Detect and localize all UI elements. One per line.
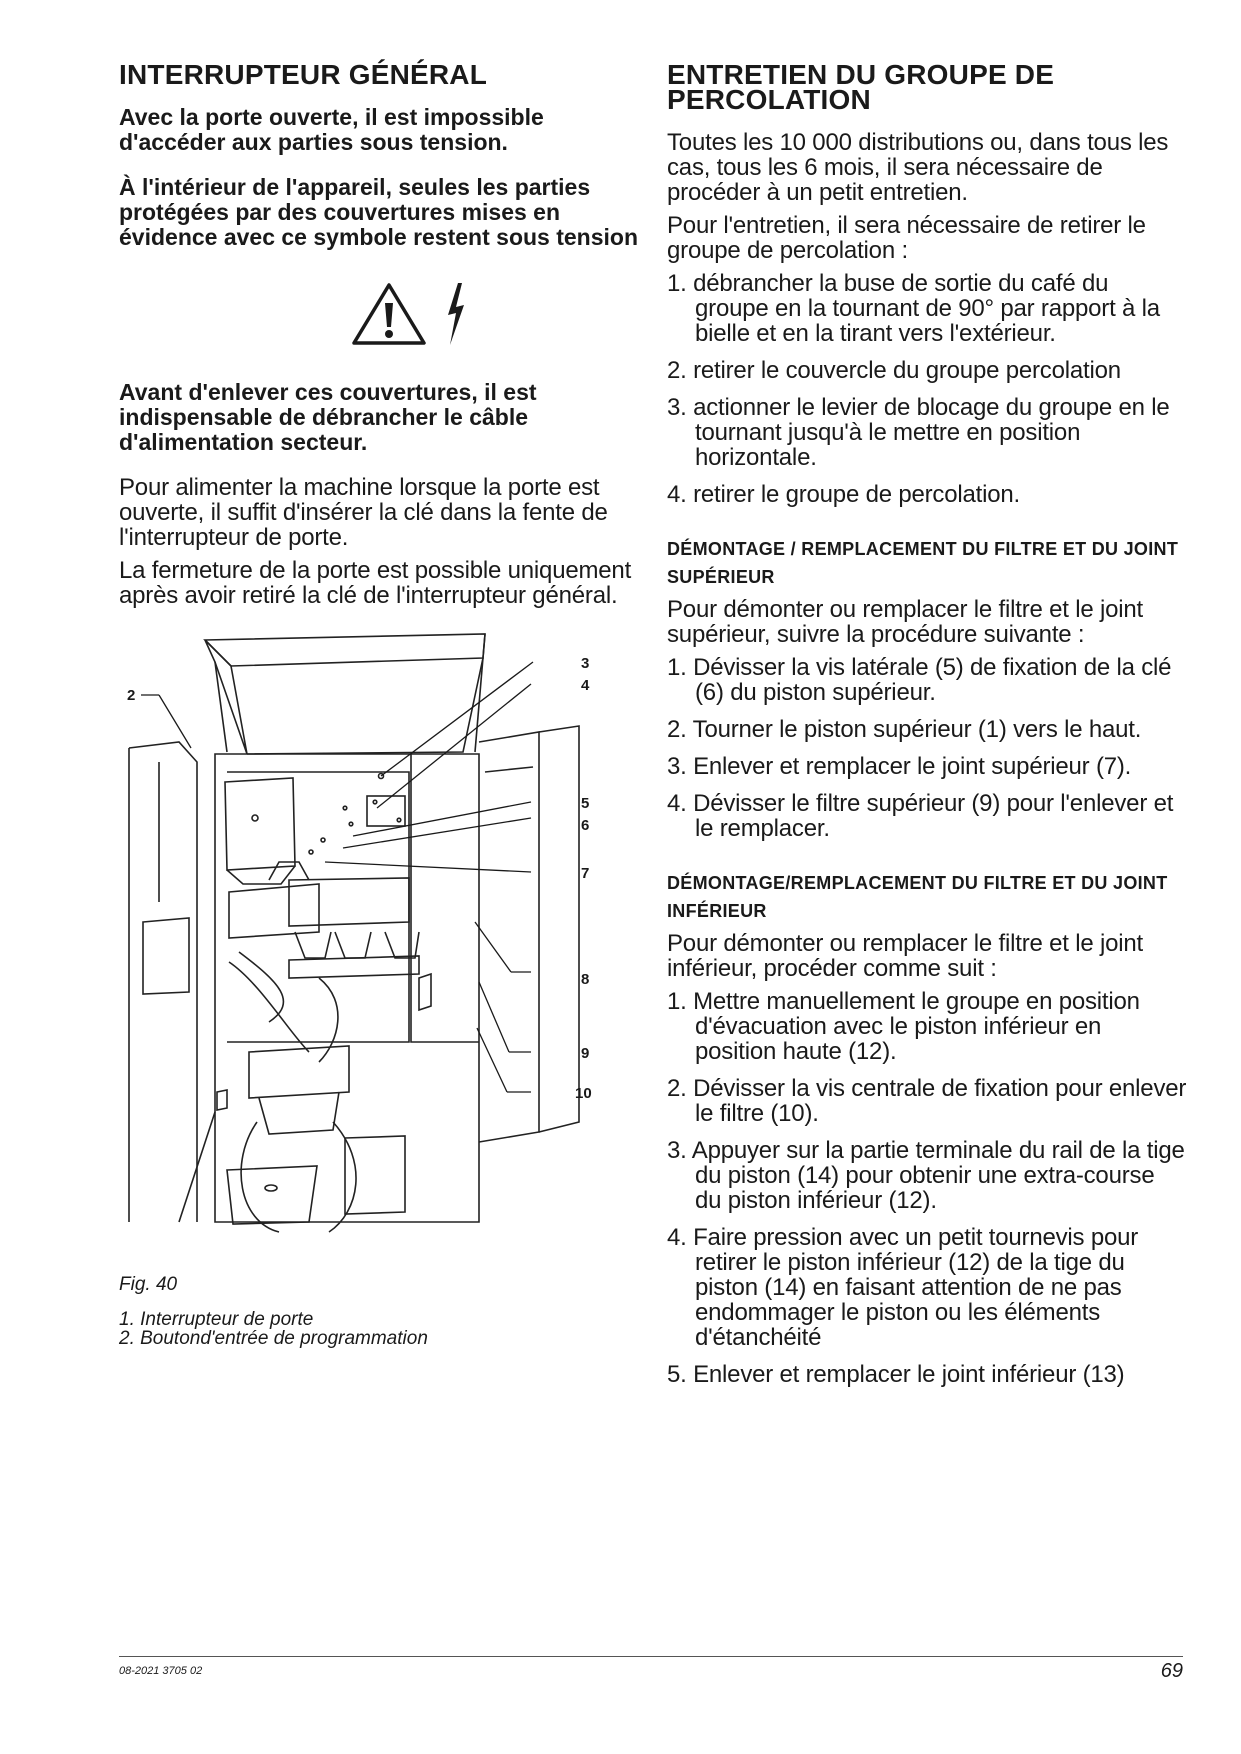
para-door-closing: La fermeture de la porte est possible uniquement après avoir retiré la clé de l'interrupteur général. bbox=[119, 557, 632, 609]
list-item: 3. Enlever et remplacer le joint supérieur (7). bbox=[667, 753, 1132, 780]
machine-drawing bbox=[119, 622, 639, 1272]
callout-8: 8 bbox=[581, 971, 590, 988]
list-item: 3. actionner le levier de blocage du groupe en le tournant jusqu'à le mettre en position horizontale. bbox=[667, 394, 1170, 471]
right-column bbox=[667, 59, 1187, 1401]
callout-6: 6 bbox=[581, 817, 590, 834]
para-remove-group: Pour l'entretien, il sera nécessaire de retirer le groupe de percolation : bbox=[667, 212, 1146, 264]
list-item: 2. retirer le couvercle du groupe percolation bbox=[667, 357, 1121, 384]
machine-illustration bbox=[119, 622, 639, 1272]
list-item: 4. Dévisser le filtre supérieur (9) pour l'enlever et le remplacer. bbox=[667, 790, 1174, 842]
subheading-upper-filter: DÉMONTAGE / REMPLACEMENT DU FILTRE ET DU JOINT SUPÉRIEUR bbox=[667, 539, 1179, 587]
document-code: 08-2021 3705 02 bbox=[119, 1665, 203, 1677]
page-number: 69 bbox=[1160, 1660, 1183, 1682]
section-heading-entretien: ENTRETIEN DU GROUPE DE PERCOLATION bbox=[667, 59, 1055, 115]
removal-steps bbox=[667, 271, 1187, 507]
list-item: 2. Dévisser la vis centrale de fixation pour enlever le filtre (10). bbox=[667, 1075, 1187, 1127]
section-heading-interrupteur: INTERRUPTEUR GÉNÉRAL bbox=[119, 59, 488, 90]
para-door-switch-key: Pour alimenter la machine lorsque la porte est ouverte, il suffit d'insérer la clé dans la fente de l'interrupteur de porte. bbox=[119, 474, 608, 551]
lightning-bolt-icon bbox=[442, 281, 468, 352]
list-item: 5. Enlever et remplacer le joint inférieur (13) bbox=[667, 1361, 1125, 1388]
callout-9: 9 bbox=[581, 1045, 590, 1062]
list-item: 3. Appuyer sur la partie terminale du rail de la tige du piston (14) pour obtenir une extra-course du piston inférieur (12). bbox=[667, 1137, 1185, 1214]
callout-5: 5 bbox=[581, 795, 590, 812]
callout-3: 3 bbox=[581, 655, 590, 672]
callout-7: 7 bbox=[581, 865, 590, 882]
subheading-lower-filter: DÉMONTAGE/REMPLACEMENT DU FILTRE ET DU JOINT INFÉRIEUR bbox=[667, 873, 1168, 921]
legend-item: 2. Boutond'entrée de programmation bbox=[119, 1328, 428, 1349]
lower-filter-steps bbox=[667, 989, 1187, 1387]
callout-2: 2 bbox=[127, 687, 136, 704]
warning-protected-parts: À l'intérieur de l'appareil, seules les parties protégées par des couvertures mises en évidence avec ce symbole restent sous tension bbox=[119, 174, 639, 250]
para-maintenance-interval: Toutes les 10 000 distributions ou, dans tous les cas, tous les 6 mois, il sera nécessaire de procéder à un petit entretien. bbox=[667, 129, 1169, 206]
upper-filter-steps bbox=[667, 655, 1187, 841]
warning-triangle-icon bbox=[350, 281, 428, 352]
legend-item: 1. Interrupteur de porte bbox=[119, 1309, 314, 1330]
para-upper-filter-intro: Pour démonter ou remplacer le filtre et le joint supérieur, suivre la procédure suivante : bbox=[667, 596, 1143, 648]
list-item: 2. Tourner le piston supérieur (1) vers le haut. bbox=[667, 716, 1142, 743]
list-item: 4. retirer le groupe de percolation. bbox=[667, 481, 1021, 508]
callout-10: 10 bbox=[575, 1085, 592, 1102]
hazard-symbols bbox=[179, 270, 639, 362]
left-column bbox=[119, 59, 639, 1349]
figure-caption: Fig. 40 bbox=[119, 1274, 178, 1295]
list-item: 1. Mettre manuellement le groupe en position d'évacuation avec le piston inférieur en position haute (12). bbox=[667, 988, 1140, 1065]
para-lower-filter-intro: Pour démonter ou remplacer le filtre et le joint inférieur, procéder comme suit : bbox=[667, 930, 1143, 982]
list-item: 1. Dévisser la vis latérale (5) de fixation de la clé (6) du piston supérieur. bbox=[667, 654, 1172, 706]
warning-unplug-cable: Avant d'enlever ces couvertures, il est indispensable de débrancher le câble d'alimentation secteur. bbox=[119, 379, 537, 455]
list-item: 4. Faire pression avec un petit tournevis pour retirer le piston inférieur (12) de la tige du piston (14) en faisant attention de ne pas endommager le piston ou les éléments d'étanchéité bbox=[667, 1224, 1139, 1351]
warning-door-open: Avec la porte ouverte, il est impossible d'accéder aux parties sous tension. bbox=[119, 104, 544, 155]
figure-legend bbox=[119, 1310, 639, 1348]
list-item: 1. débrancher la buse de sortie du café du groupe en la tournant de 90° par rapport à la bielle et en la tirant vers l'extérieur. bbox=[667, 270, 1160, 347]
callout-4: 4 bbox=[581, 677, 590, 694]
footer-divider bbox=[119, 1656, 1183, 1657]
